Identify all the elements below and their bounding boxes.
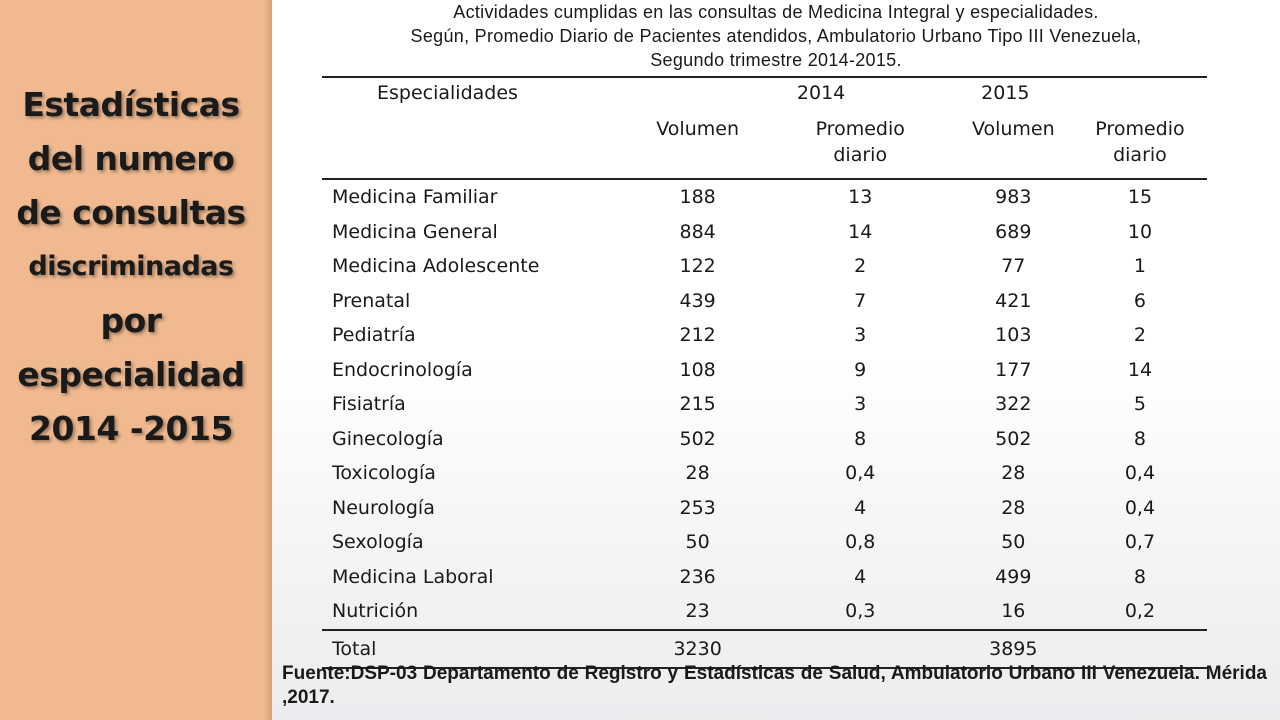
title-line: de consultas: [16, 193, 246, 232]
specialty-name-cell: Ginecología: [332, 427, 444, 450]
table-row: [322, 179, 1207, 215]
volumen-2015-cell: 689: [995, 220, 1032, 243]
promedio-2014-cell: 13: [848, 186, 873, 209]
heading-line: Segundo trimestre 2014-2015.: [650, 50, 902, 70]
title-line: 2014 -2015: [29, 409, 233, 448]
header-row-years: [322, 77, 1207, 116]
promedio-2015-cell: 0,7: [1124, 531, 1156, 554]
specialty-name-cell: Toxicología: [332, 462, 436, 485]
specialty-name-cell: Medicina Adolescente: [332, 255, 540, 278]
specialty-name-cell: Prenatal: [332, 289, 411, 312]
volumen-2015-cell: 16: [1001, 600, 1026, 623]
title-line: discriminadas: [28, 251, 234, 282]
promedio-2015-cell: 0,2: [1124, 600, 1156, 623]
promedio-2015-cell: 10: [1127, 220, 1153, 243]
volumen-2015-cell: 502: [995, 427, 1032, 450]
volumen-2015-cell: 50: [1001, 531, 1026, 554]
volumen-2015-cell: 499: [995, 565, 1032, 588]
promedio-2015-cell: 0,4: [1124, 496, 1156, 519]
col-header-promedio-2015: [1073, 116, 1207, 179]
source-note: Fuente:DSP-03 Departamento de Registro y Estadísticas de Salud, Ambulatorio Urbano III Venezuela. Mérida ,2017.: [282, 663, 1267, 708]
total-volumen-2015: 3895: [989, 637, 1038, 660]
title-panel: [0, 0, 272, 720]
promedio-2015-cell: 5: [1133, 393, 1146, 416]
specialty-name-cell: Endocrinología: [332, 358, 473, 381]
promedio-2015-cell: 15: [1127, 186, 1153, 209]
specialty-name-cell: Medicina Laboral: [332, 565, 494, 588]
promedio-2015-cell: 8: [1133, 565, 1146, 588]
table-row: [322, 456, 1207, 491]
volumen-2015-cell: 77: [1001, 255, 1026, 278]
col-header-promedio-2014: [767, 116, 954, 179]
promedio-label: Promedio: [815, 118, 905, 140]
title-line: por: [100, 301, 162, 340]
promedio-2014-cell: 14: [848, 220, 873, 243]
col-header-volumen-2014: Volumen: [656, 118, 739, 140]
promedio-2014-cell: 3: [854, 393, 867, 416]
table-row: [322, 284, 1207, 319]
table-row: [322, 491, 1207, 526]
specialty-name-cell: Nutrición: [332, 600, 419, 623]
volumen-2014-cell: 188: [679, 186, 716, 209]
volumen-2015-cell: 983: [995, 186, 1032, 209]
promedio-2015-cell: 2: [1133, 324, 1146, 347]
promedio-2014-cell: 2: [854, 255, 867, 278]
promedio-2014-cell: 0,8: [845, 531, 876, 554]
volumen-2014-cell: 236: [679, 565, 716, 588]
specialty-name-cell: Pediatría: [332, 324, 416, 347]
specialty-name-cell: Neurología: [332, 496, 435, 519]
slide-title: [0, 78, 262, 456]
volumen-2014-cell: 23: [685, 600, 710, 623]
volumen-2014-cell: 50: [685, 531, 710, 554]
empty-header-cell: [322, 116, 629, 179]
table-row: [322, 594, 1207, 630]
volumen-2014-cell: 212: [679, 324, 716, 347]
promedio-2015-cell: 8: [1133, 427, 1146, 450]
specialty-name-cell: Medicina Familiar: [332, 186, 498, 209]
diario-label: diario: [833, 144, 888, 166]
promedio-2015-cell: 1: [1133, 255, 1146, 278]
volumen-2014-cell: 253: [679, 496, 716, 519]
volumen-2015-cell: 421: [995, 289, 1032, 312]
promedio-2014-cell: 3: [854, 324, 867, 347]
promedio-2014-cell: 0,4: [845, 462, 876, 485]
promedio-2015-cell: 6: [1133, 289, 1146, 312]
volumen-2014-cell: 122: [679, 255, 716, 278]
volumen-2014-cell: 439: [679, 289, 716, 312]
col-header-specialties: Especialidades: [377, 82, 518, 104]
volumen-2015-cell: 322: [995, 393, 1032, 416]
table-row: [322, 318, 1207, 353]
promedio-2015-cell: 14: [1127, 358, 1153, 381]
volumen-2014-cell: 28: [685, 462, 710, 485]
header-row-metrics: [322, 116, 1207, 179]
table-row: [322, 525, 1207, 560]
volumen-2014-cell: 108: [679, 358, 716, 381]
specialty-name-cell: Medicina General: [332, 220, 498, 243]
promedio-label: Promedio: [1095, 118, 1185, 140]
title-line: Estadísticas: [22, 85, 240, 124]
promedio-2014-cell: 7: [854, 289, 867, 312]
promedio-2015-cell: 0,4: [1124, 462, 1156, 485]
promedio-2014-cell: 4: [854, 496, 867, 519]
total-volumen-2014: 3230: [673, 637, 722, 660]
table-row: [322, 560, 1207, 595]
table-row: [322, 215, 1207, 250]
volumen-2015-cell: 103: [995, 324, 1032, 347]
volumen-2014-cell: 502: [679, 427, 716, 450]
table-row: [322, 422, 1207, 457]
title-line: del numero: [27, 139, 235, 178]
heading-line: Actividades cumplidas en las consultas de Medicina Integral y especialidades.: [453, 2, 1099, 22]
diario-label: diario: [1113, 144, 1167, 166]
specialty-name-cell: Fisiatría: [332, 393, 406, 416]
table-row: [322, 353, 1207, 388]
table-body: [322, 179, 1207, 630]
volumen-2015-cell: 28: [1001, 496, 1026, 519]
total-label: Total: [332, 637, 377, 660]
statistics-table: [322, 76, 1207, 669]
col-header-2014: 2014: [796, 82, 846, 104]
promedio-2014-cell: 0,3: [845, 600, 876, 623]
table-row: [322, 387, 1207, 422]
col-header-volumen-2015: Volumen: [971, 118, 1055, 140]
specialty-name-cell: Sexología: [332, 531, 424, 554]
volumen-2015-cell: 177: [995, 358, 1032, 381]
col-header-2015: 2015: [981, 82, 1030, 104]
promedio-2014-cell: 4: [854, 565, 867, 588]
table-wrapper: [322, 76, 1207, 669]
volumen-2015-cell: 28: [1001, 462, 1026, 485]
title-line: especialidad: [17, 355, 245, 394]
heading-line: Según, Promedio Diario de Pacientes atendidos, Ambulatorio Urbano Tipo III Venezuela,: [410, 26, 1142, 46]
promedio-2014-cell: 9: [854, 358, 867, 381]
volumen-2014-cell: 884: [679, 220, 716, 243]
table-row: [322, 249, 1207, 284]
document-image: [272, 0, 1280, 720]
volumen-2014-cell: 215: [679, 393, 716, 416]
promedio-2014-cell: 8: [854, 427, 867, 450]
